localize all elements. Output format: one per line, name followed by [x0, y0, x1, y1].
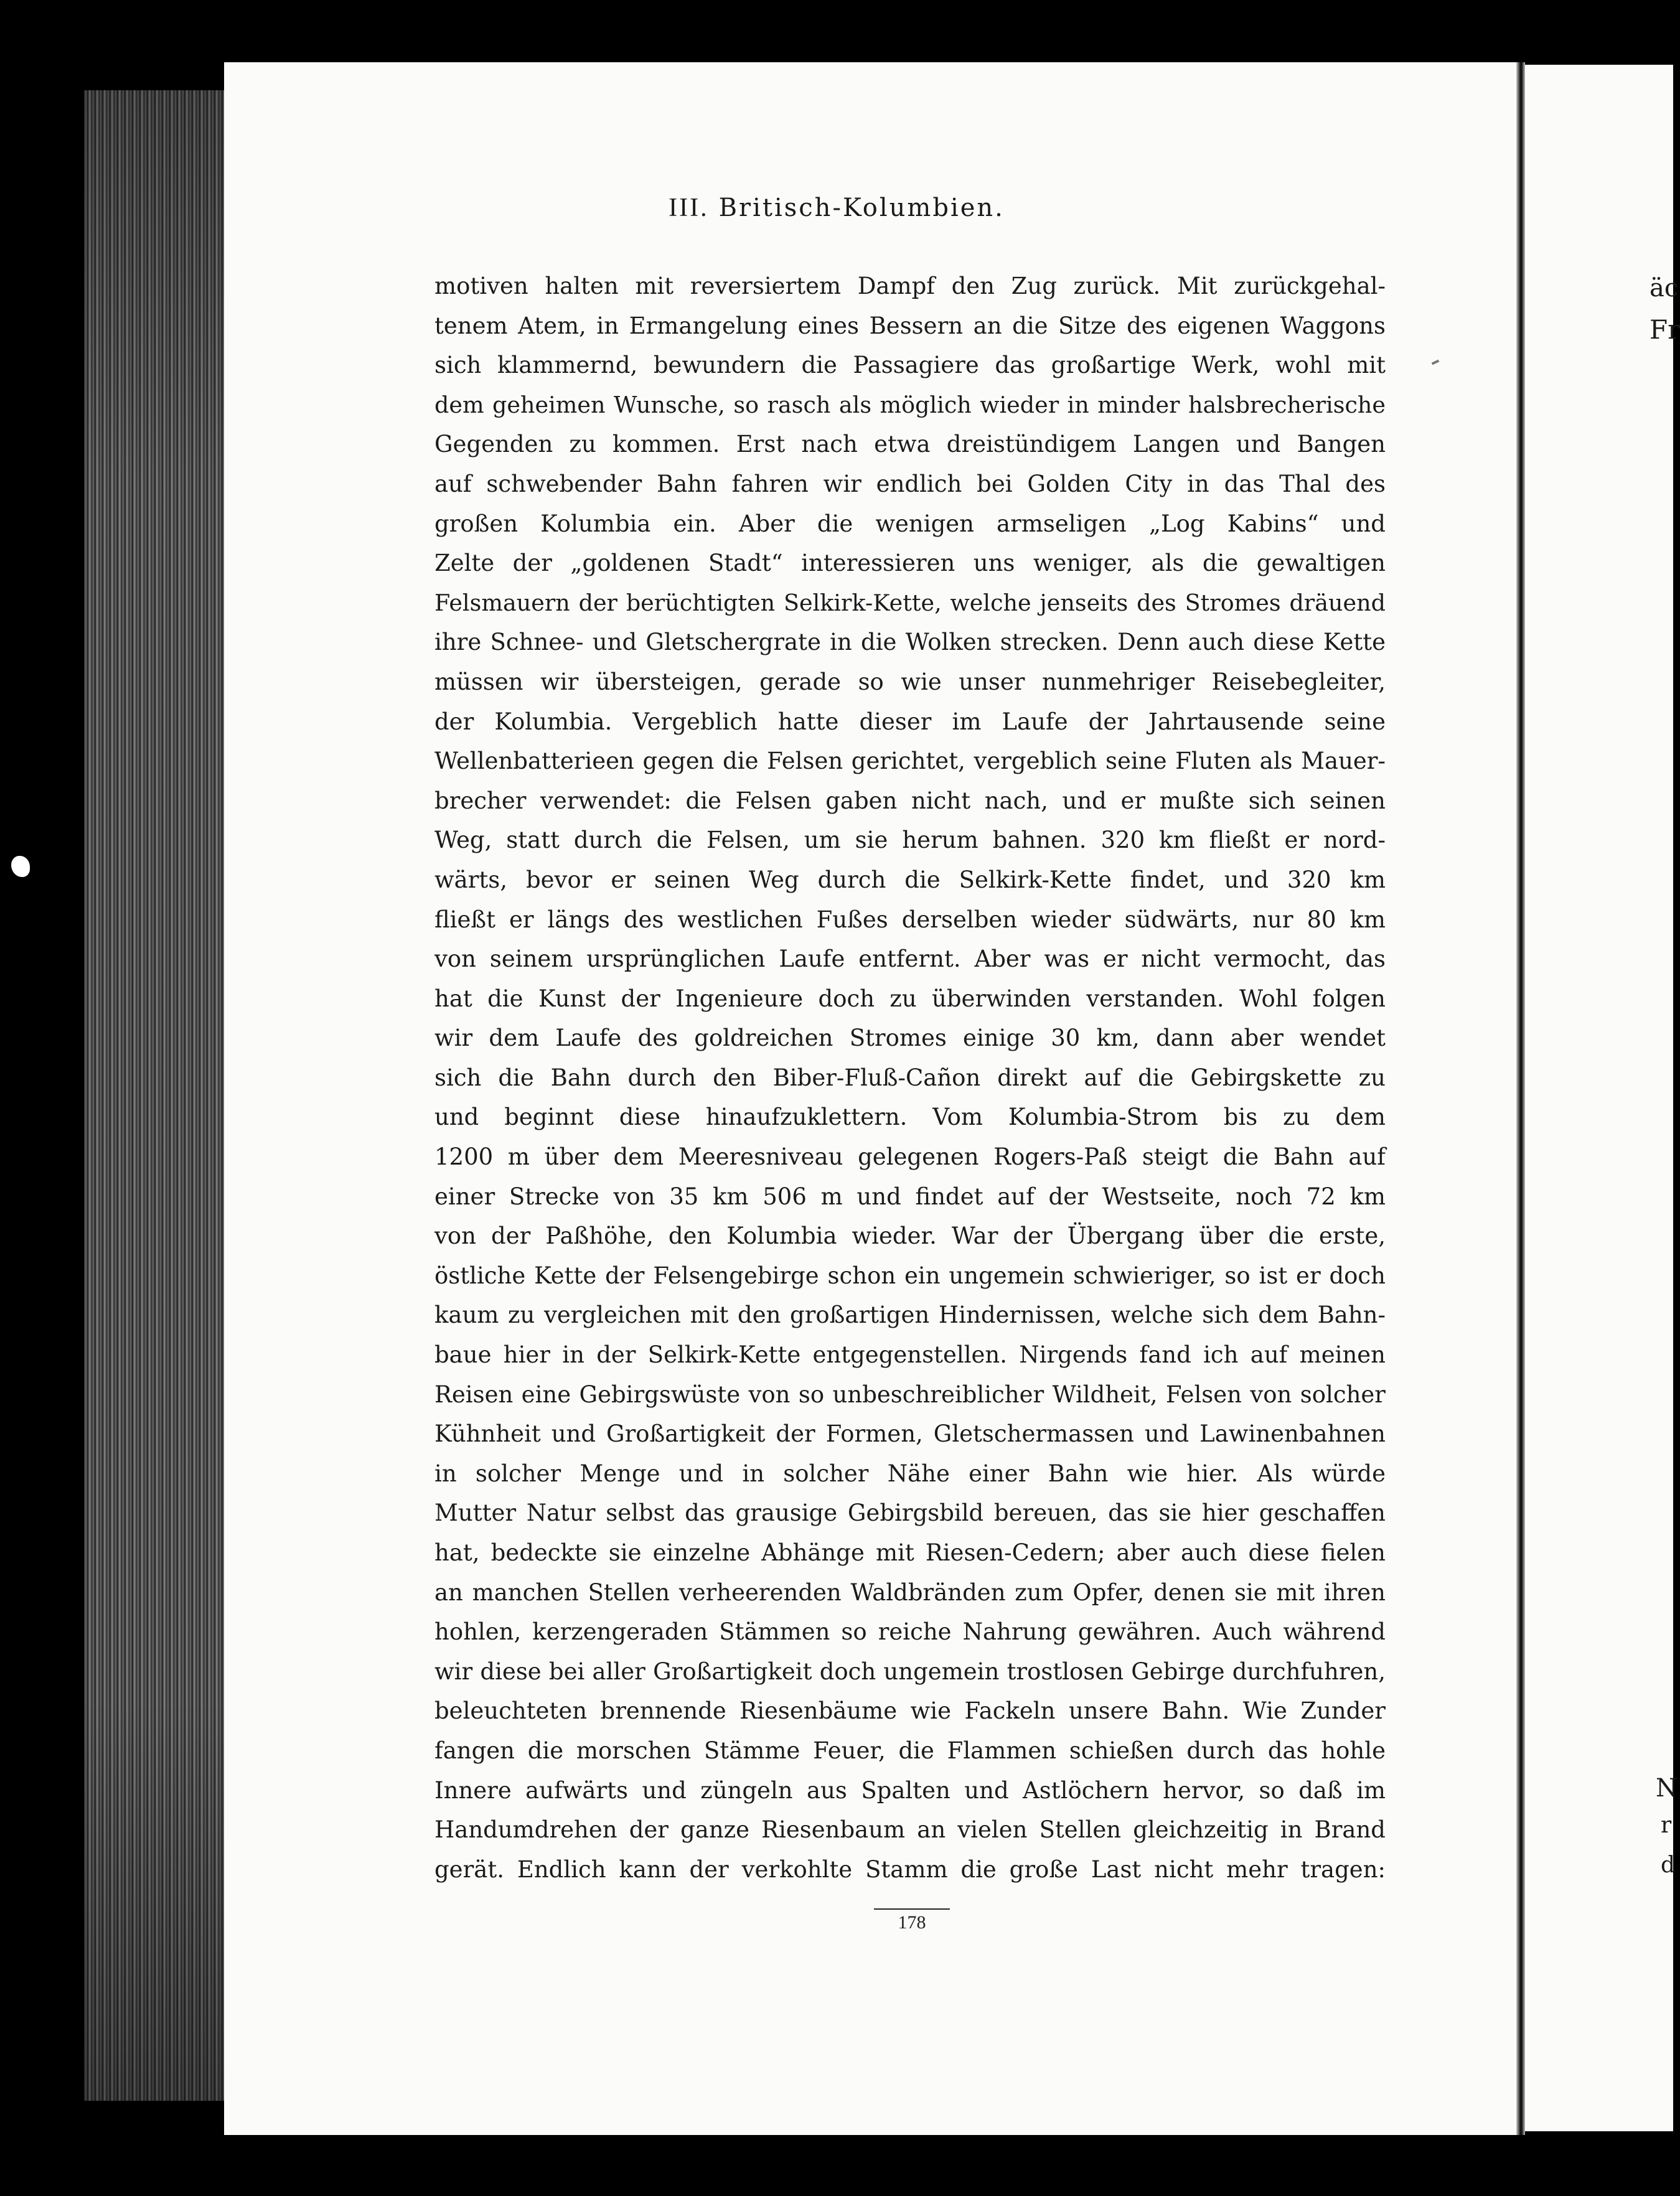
running-head [0, 193, 1673, 223]
text-line: sich klammernd, bewundern die Passagiere das großartige Werk, wohl mit [434, 352, 1386, 379]
text-line: östliche Kette der Felsengebirge schon ein ungemein schwieriger, so ist er doch [434, 1262, 1386, 1289]
page-edge-shadow [84, 90, 230, 2101]
facing-page-fragment: Fr [1649, 314, 1680, 345]
text-line: Zelte der „goldenen Stadt“ interessieren uns weniger, als die gewaltigen [434, 550, 1386, 577]
text-line: tenem Atem, in Ermangelung eines Bessern an die Sitze des eigenen Waggons [434, 312, 1386, 339]
text-line: und beginnt diese hinaufzuklettern. Vom Kolumbia-Strom bis zu dem [434, 1104, 1386, 1131]
text-line: baue hier in der Selkirk-Kette entgegenstellen. Nirgends fand ich auf meinen [434, 1341, 1386, 1369]
facing-page-fragment: r [1661, 1813, 1672, 1838]
text-line: wir dem Laufe des goldreichen Stromes einige 30 km, dann aber wendet [434, 1025, 1386, 1052]
text-line: Wellenbatterieen gegen die Felsen gerichtet, vergeblich seine Fluten als Mauer- [434, 748, 1386, 775]
page-number: 178 [898, 1912, 926, 1933]
text-line: wärts, bevor er seinen Weg durch die Selkirk-Kette findet, und 320 km [434, 866, 1386, 893]
text-line: von seinem ursprünglichen Laufe entfernt. Aber was er nicht vermocht, das [434, 946, 1386, 973]
text-line: Kühnheit und Großartigkeit der Formen, Gletschermassen und Lawinenbahnen [434, 1420, 1386, 1448]
text-line: fangen die morschen Stämme Feuer, die Flammen schießen durch das hohle [434, 1737, 1386, 1764]
facing-page-fragment: äc [1649, 274, 1679, 303]
body-text [434, 266, 1386, 1889]
text-line: ihre Schnee- und Gletschergrate in die Wolken strecken. Denn auch diese Kette [434, 629, 1386, 656]
text-line: 1200 m über dem Meeresniveau gelegenen Rogers-Paß steigt die Bahn auf [434, 1143, 1386, 1171]
text-line: in solcher Menge und in solcher Nähe einer Bahn wie hier. Als würde [434, 1460, 1386, 1487]
text-line: gerät. Endlich kann der verkohlte Stamm die große Last nicht mehr tragen: [434, 1856, 1386, 1883]
facing-page-fragment: N [1656, 1774, 1678, 1803]
text-line: Innere aufwärts und züngeln aus Spalten und Astlöchern hervor, so daß im [434, 1776, 1386, 1804]
facing-page-fragment: d [1661, 1852, 1676, 1878]
text-line: auf schwebender Bahn fahren wir endlich bei Golden City in das Thal des [434, 470, 1386, 497]
text-line: einer Strecke von 35 km 506 m und findet auf der Westseite, noch 72 km [434, 1183, 1386, 1210]
scan-dust-spot [11, 856, 30, 877]
text-line: brecher verwendet: die Felsen gaben nicht nach, und er mußte sich seinen [434, 787, 1386, 814]
text-line: der Kolumbia. Vergeblich hatte dieser im Laufe der Jahrtausende seine [434, 708, 1386, 735]
text-line: wir diese bei aller Großartigkeit doch ungemein trostlosen Gebirge durchfuhren, [434, 1658, 1386, 1685]
text-line: hohlen, kerzengeraden Stämmen so reiche Nahrung gewähren. Auch während [434, 1618, 1386, 1646]
text-line: müssen wir übersteigen, gerade so wie unser nunmehriger Reisebegleiter, [434, 668, 1386, 695]
text-line: Handumdrehen der ganze Riesenbaum an vielen Stellen gleichzeitig in Brand [434, 1816, 1386, 1844]
text-line: großen Kolumbia ein. Aber die wenigen armseligen „Log Kabins“ und [434, 510, 1386, 537]
page-gutter [1516, 62, 1525, 2135]
text-line: sich die Bahn durch den Biber-Fluß-Cañon direkt auf die Gebirgskette zu [434, 1064, 1386, 1091]
facing-page [1524, 65, 1676, 2131]
folio-rule [874, 1908, 950, 1910]
chapter-title: Britisch-Kolumbien. [718, 194, 1005, 222]
text-line: kaum zu vergleichen mit den großartigen Hindernissen, welche sich dem Bahn- [434, 1302, 1386, 1329]
text-line: dem geheimen Wunsche, so rasch als möglich wieder in minder halsbrecherische [434, 391, 1386, 418]
text-line: Reisen eine Gebirgswüste von so unbeschreiblicher Wildheit, Felsen von solcher [434, 1381, 1386, 1408]
text-line: motiven halten mit reversiertem Dampf den Zug zurück. Mit zurückgehal- [434, 273, 1386, 299]
text-line: hat die Kunst der Ingenieure doch zu überwinden verstanden. Wohl folgen [434, 985, 1386, 1012]
text-line: Gegenden zu kommen. Erst nach etwa dreistündigem Langen und Bangen [434, 431, 1386, 458]
text-line: an manchen Stellen verheerenden Waldbränden zum Opfer, denen sie mit ihren [434, 1579, 1386, 1606]
text-line: fließt er längs des westlichen Fußes derselben wieder südwärts, nur 80 km [434, 906, 1386, 933]
text-line: Felsmauern der berüchtigten Selkirk-Kette, welche jenseits des Stromes dräuend [434, 589, 1386, 616]
text-line: von der Paßhöhe, den Kolumbia wieder. War der Übergang über die erste, [434, 1222, 1386, 1250]
text-line: Weg, statt durch die Felsen, um sie herum bahnen. 320 km fließt er nord- [434, 827, 1386, 854]
text-line: Mutter Natur selbst das grausige Gebirgsbild bereuen, das sie hier geschaffen [434, 1499, 1386, 1527]
text-line: beleuchteten brennende Riesenbäume wie Fackeln unsere Bahn. Wie Zunder [434, 1697, 1386, 1725]
chapter-number: III. [669, 194, 709, 222]
text-line: hat, bedeckte sie einzelne Abhänge mit Riesen-Cedern; aber auch diese fielen [434, 1539, 1386, 1566]
